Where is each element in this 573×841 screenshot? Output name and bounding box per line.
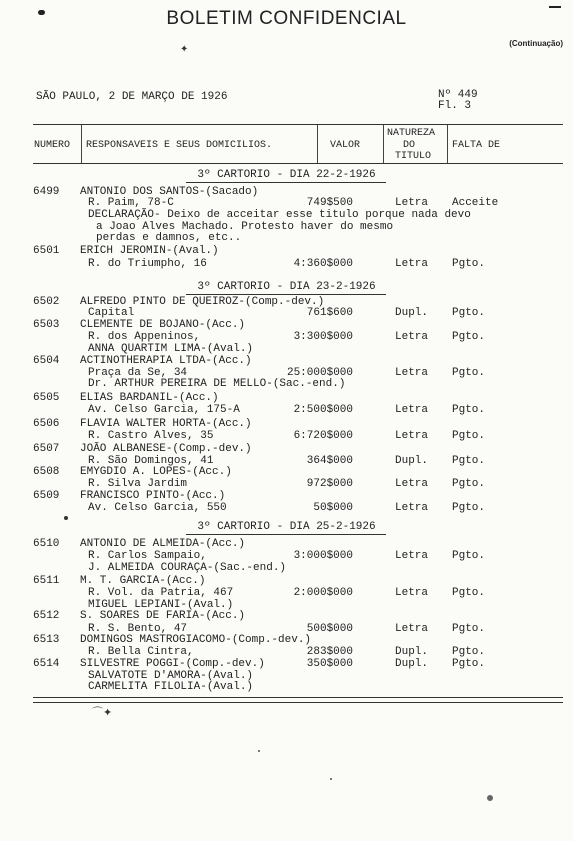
- header-bottom-rule: [33, 163, 563, 164]
- missing-reason: Pgto.: [452, 404, 486, 416]
- missing-reason: Acceite: [452, 197, 499, 209]
- scan-speck: [258, 750, 260, 752]
- entry-number: 6508: [33, 466, 60, 478]
- missing-reason: Pgto.: [452, 478, 486, 490]
- responsible-name: M. T. GARCIA-(Acc.): [80, 575, 206, 587]
- col-header-natureza-3: TITULO: [395, 151, 432, 162]
- footer-rule-2: [33, 702, 563, 703]
- address: R. Bella Cintra,: [88, 646, 194, 658]
- table-row: [0, 378, 573, 390]
- missing-reason: Pgto.: [452, 587, 486, 599]
- responsible-name: CLEMENTE DE BOJANO-(Acc.): [80, 319, 246, 331]
- declaration-text: perdas e damnos, etc..: [96, 232, 242, 244]
- responsible-name: SILVESTRE POGGI-(Comp.-dev.): [80, 658, 265, 670]
- document-title: BOLETIM CONFIDENCIAL: [166, 8, 407, 29]
- col-header-natureza-1: NATUREZA: [387, 128, 436, 139]
- amount-value: 50$000: [313, 502, 353, 514]
- title-nature: Letra: [395, 502, 429, 514]
- table-row: [0, 443, 573, 455]
- col-header-natureza-2: DO: [403, 140, 416, 151]
- title-nature: Dupl.: [395, 646, 429, 658]
- title-nature: Letra: [395, 258, 429, 270]
- address: R. Carlos Sampaio,: [88, 550, 207, 562]
- responsible-name: JOÃO ALBANESE-(Comp.-dev.): [80, 443, 252, 455]
- title-nature: Letra: [395, 623, 429, 635]
- missing-reason: Pgto.: [452, 455, 486, 467]
- entry-number: 6505: [33, 392, 60, 404]
- section-rule-1: [186, 182, 386, 183]
- title-nature: Letra: [395, 197, 429, 209]
- declaration-text: DECLARAÇÃO- Deixo de acceitar esse titulo porque nada devo: [88, 209, 471, 221]
- entry-number: 6512: [33, 610, 60, 622]
- title-nature: Letra: [395, 478, 429, 490]
- scan-speck: [64, 516, 68, 520]
- address: R. dos Appeninos,: [88, 331, 201, 343]
- table-row: [0, 478, 573, 490]
- table-row: [0, 502, 573, 514]
- section-header-22-2-1926: 3º CARTORIO - DIA 22-2-1926: [197, 169, 376, 181]
- table-row: [0, 331, 573, 343]
- address: R. do Triumpho, 16: [88, 258, 207, 270]
- footer-mark: ⌒✦: [92, 706, 113, 719]
- address: R. Silva Jardim: [88, 478, 188, 490]
- missing-reason: Pgto.: [452, 502, 486, 514]
- responsible-name: ALFREDO PINTO DE QUEIROZ-(Comp.-dev.): [80, 296, 325, 308]
- table-row: [0, 550, 573, 562]
- title-nature: Dupl.: [395, 307, 429, 319]
- entry-number: 6511: [33, 575, 60, 587]
- responsible-name: ELIAS BARDANIL-(Acc.): [80, 392, 219, 404]
- address: R. Castro Alves, 35: [88, 430, 214, 442]
- table-row: [0, 490, 573, 502]
- related-party: CARMELITA FILOLIA-(Aval.): [88, 681, 254, 693]
- table-row: [0, 355, 573, 367]
- address: Praça da Se, 34: [88, 367, 188, 379]
- continuation-label: (Continuação): [509, 39, 563, 48]
- responsible-name: ANTONIO DOS SANTOS-(Sacado): [80, 186, 259, 198]
- missing-reason: Pgto.: [452, 258, 486, 270]
- title-nature: Letra: [395, 430, 429, 442]
- sheet-number: Fl. 3: [438, 100, 472, 112]
- responsible-name: ACTINOTHERAPIA LTDA-(Acc.): [80, 355, 252, 367]
- amount-value: 749$500: [306, 197, 353, 209]
- missing-reason: Pgto.: [452, 307, 486, 319]
- missing-reason: Pgto.: [452, 367, 486, 379]
- amount-value: 761$600: [306, 307, 353, 319]
- entry-number: 6510: [33, 538, 60, 550]
- amount-value: 350$000: [306, 658, 353, 670]
- table-row: [0, 430, 573, 442]
- missing-reason: Pgto.: [452, 658, 486, 670]
- missing-reason: Pgto.: [452, 646, 486, 658]
- missing-reason: Pgto.: [452, 331, 486, 343]
- star-mark: ✦: [180, 44, 189, 55]
- amount-value: 972$000: [306, 478, 353, 490]
- amount-value: 4:360$000: [293, 258, 353, 270]
- table-row: [0, 418, 573, 430]
- title-nature: Dupl.: [395, 658, 429, 670]
- title-nature: Letra: [395, 587, 429, 599]
- table-row: [0, 538, 573, 550]
- address: Av. Celso Garcia, 175-A: [88, 404, 240, 416]
- entry-number: 6507: [33, 443, 60, 455]
- responsible-name: ERICH JEROMIN-(Aval.): [80, 245, 219, 257]
- table-row: [0, 562, 573, 574]
- col-header-responsaveis: RESPONSAVEIS E SEUS DOMICILIOS.: [86, 140, 273, 151]
- table-row: [0, 197, 573, 209]
- address: R. Paim, 78-C: [88, 197, 174, 209]
- title-nature: Letra: [395, 331, 429, 343]
- amount-value: 364$000: [306, 455, 353, 467]
- missing-reason: Pgto.: [452, 430, 486, 442]
- amount-value: 500$000: [306, 623, 353, 635]
- table-row: [0, 209, 573, 221]
- table-row: [0, 610, 573, 622]
- place-date: SÃO PAULO, 2 DE MARÇO DE 1926: [36, 91, 228, 103]
- entry-number: 6514: [33, 658, 60, 670]
- col-divider-2: [317, 125, 318, 163]
- address: Capital: [88, 307, 135, 319]
- responsible-name: S. SOARES DE FARIA-(Acc.): [80, 610, 246, 622]
- header-top-rule: [33, 124, 563, 125]
- title-nature: Letra: [395, 550, 429, 562]
- responsible-name: ANTONIO DE ALMEIDA-(Acc.): [80, 538, 246, 550]
- address: R. São Domingos, 41: [88, 455, 214, 467]
- col-divider-1: [81, 125, 82, 163]
- amount-value: 6:720$000: [293, 430, 353, 442]
- responsible-name: DOMINGOS MASTROGIACOMO-(Comp.-dev.): [80, 634, 312, 646]
- table-row: [0, 307, 573, 319]
- address: R. Vol. da Patria, 467: [88, 587, 234, 599]
- col-header-numero: NUMERO: [34, 140, 71, 151]
- section-header-25-2-1926: 3º CARTORIO - DIA 25-2-1926: [197, 521, 376, 533]
- scan-speck: [487, 795, 493, 801]
- entry-number: 6504: [33, 355, 60, 367]
- entry-number: 6499: [33, 186, 60, 198]
- entry-number: 6503: [33, 319, 60, 331]
- table-row: [0, 587, 573, 599]
- entry-number: 6502: [33, 296, 60, 308]
- related-party: MIGUEL LEPIANI-(Aval.): [88, 599, 234, 611]
- title-nature: Letra: [395, 404, 429, 416]
- scan-speck: [330, 778, 332, 780]
- table-row: [0, 681, 573, 693]
- table-row: [0, 466, 573, 478]
- footer-rule-1: [33, 697, 563, 698]
- related-party: SALVATOTE D'AMORA-(Aval.): [88, 670, 254, 682]
- missing-reason: Pgto.: [452, 623, 486, 635]
- declaration-text: a Joao Alves Machado. Protesto haver do mesmo: [96, 221, 394, 233]
- table-row: [0, 392, 573, 404]
- table-row: [0, 245, 573, 257]
- amount-value: 2:000$000: [293, 587, 353, 599]
- table-row: [0, 646, 573, 658]
- amount-value: 2:500$000: [293, 404, 353, 416]
- entry-number: 6501: [33, 245, 60, 257]
- related-party: ANNA QUARTIM LIMA-(Aval.): [88, 343, 254, 355]
- address: Av. Celso Garcia, 550: [88, 502, 227, 514]
- related-party: J. ALMEIDA COURAÇA-(Sac.-end.): [88, 562, 287, 574]
- responsible-name: EMYGDIO A. LOPES-(Acc.): [80, 466, 232, 478]
- entry-number: 6509: [33, 490, 60, 502]
- bulletin-number: Nº 449: [438, 89, 478, 101]
- table-row: [0, 575, 573, 587]
- responsible-name: FRANCISCO PINTO-(Acc.): [80, 490, 226, 502]
- table-row: [0, 404, 573, 416]
- related-party: Dr. ARTHUR PEREIRA DE MELLO-(Sac.-end.): [88, 378, 346, 390]
- entry-number: 6513: [33, 634, 60, 646]
- section-header-23-2-1926: 3º CARTORIO - DIA 23-2-1926: [197, 281, 376, 293]
- amount-value: 283$000: [306, 646, 353, 658]
- amount-value: 3:300$000: [293, 331, 353, 343]
- address: R. S. Bento, 47: [88, 623, 188, 635]
- responsible-name: FLAVIA WALTER HORTA-(Acc.): [80, 418, 252, 430]
- table-row: [0, 232, 573, 244]
- section-rule-2: [186, 294, 386, 295]
- col-divider-3: [383, 125, 384, 163]
- table-row: [0, 319, 573, 331]
- col-divider-4: [447, 125, 448, 163]
- table-row: [0, 343, 573, 355]
- table-row: [0, 634, 573, 646]
- amount-value: 3:000$000: [293, 550, 353, 562]
- title-nature: Dupl.: [395, 455, 429, 467]
- col-header-valor: VALOR: [330, 140, 361, 151]
- entry-number: 6506: [33, 418, 60, 430]
- title-nature: Letra: [395, 367, 429, 379]
- missing-reason: Pgto.: [452, 550, 486, 562]
- table-row: [0, 658, 573, 670]
- amount-value: 25:000$000: [286, 367, 353, 379]
- col-header-falta: FALTA DE: [452, 140, 501, 151]
- section-rule-3: [186, 534, 386, 535]
- table-row: [0, 258, 573, 270]
